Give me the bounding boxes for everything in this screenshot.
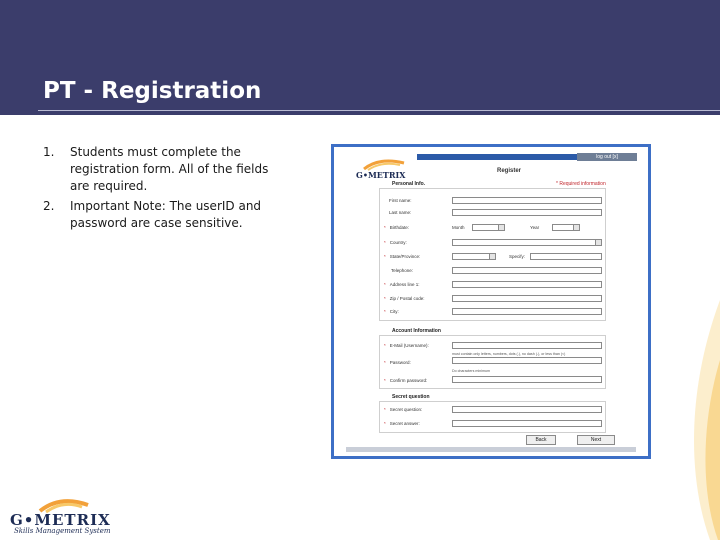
form-title: Register [497, 168, 522, 174]
first-name-label: First name: [389, 198, 412, 203]
bullet-text: Important Note: The userID and password are case sensitive. [70, 199, 262, 230]
email-input[interactable] [452, 342, 602, 349]
year-select[interactable] [552, 224, 580, 231]
bullet-number: 1. [43, 145, 55, 159]
secret-question-header: Secret question [392, 394, 430, 400]
last-name-label: Last name: [389, 210, 412, 215]
specify-label: Specify: [509, 254, 526, 259]
logout-link[interactable]: log out [x] [577, 153, 637, 161]
next-button[interactable]: Next [577, 435, 615, 445]
bullet-number: 2. [43, 199, 55, 213]
screenshot-footer-bar [346, 447, 636, 452]
bullet-list [43, 144, 283, 235]
secret-question-label: * Secret question: [384, 407, 423, 412]
screenshot-logo-text: G•METRIX [356, 170, 406, 180]
email-label: * E-Mail (Username): [384, 343, 429, 348]
zip-input[interactable] [452, 295, 602, 302]
gmetrix-logo [10, 497, 110, 537]
year-label: Year [530, 225, 540, 230]
address-label: * Address line 1: [384, 282, 420, 287]
city-label: * City: [384, 309, 399, 314]
decorative-swoosh [680, 300, 720, 540]
personal-info-header: Personal Info. [392, 181, 426, 187]
bullet-item [43, 198, 283, 232]
logo-text: G•METRIX [10, 511, 111, 529]
secret-answer-label: * Secret answer: [384, 421, 420, 426]
screenshot-header-bar [417, 154, 577, 160]
birthdate-label: * Birthdate: [384, 225, 410, 230]
logo-tagline: Skills Management System [14, 527, 111, 535]
password-input[interactable] [452, 357, 602, 364]
password-label: * Password: [384, 360, 411, 365]
telephone-label: Telephone: [391, 268, 414, 273]
confirm-password-label: * Confirm password: [384, 378, 428, 383]
banner-divider [38, 110, 720, 111]
zip-label: * Zip / Postal code: [384, 296, 425, 301]
address-input[interactable] [452, 281, 602, 288]
slide-title: PT - Registration [43, 78, 262, 104]
last-name-input[interactable] [452, 209, 602, 216]
city-input[interactable] [452, 308, 602, 315]
bullet-text: Students must complete the registration form. All of the fields are required. [70, 145, 269, 193]
month-select[interactable] [472, 224, 505, 231]
registration-screenshot [331, 144, 651, 459]
state-select[interactable] [452, 253, 496, 260]
month-label: Month [452, 225, 465, 230]
secret-answer-input[interactable] [452, 420, 602, 427]
country-label: * Country: [384, 240, 407, 245]
country-select[interactable] [452, 239, 602, 246]
password-hint: must contain only letters, numbers, dots (.), no dash (-), or less than (<) [452, 352, 566, 356]
back-button[interactable]: Back [526, 435, 556, 445]
account-info-header: Account Information [392, 328, 441, 334]
gmetrix-logo-small [354, 157, 414, 181]
bullet-item [43, 144, 283, 195]
password-hint-min: Do characters minimum [452, 369, 490, 373]
telephone-input[interactable] [452, 267, 602, 274]
required-note: * Required information [556, 181, 606, 187]
state-label: * State/Province: [384, 254, 421, 259]
specify-input[interactable] [530, 253, 602, 260]
confirm-password-input[interactable] [452, 376, 602, 383]
secret-question-input[interactable] [452, 406, 602, 413]
first-name-input[interactable] [452, 197, 602, 204]
